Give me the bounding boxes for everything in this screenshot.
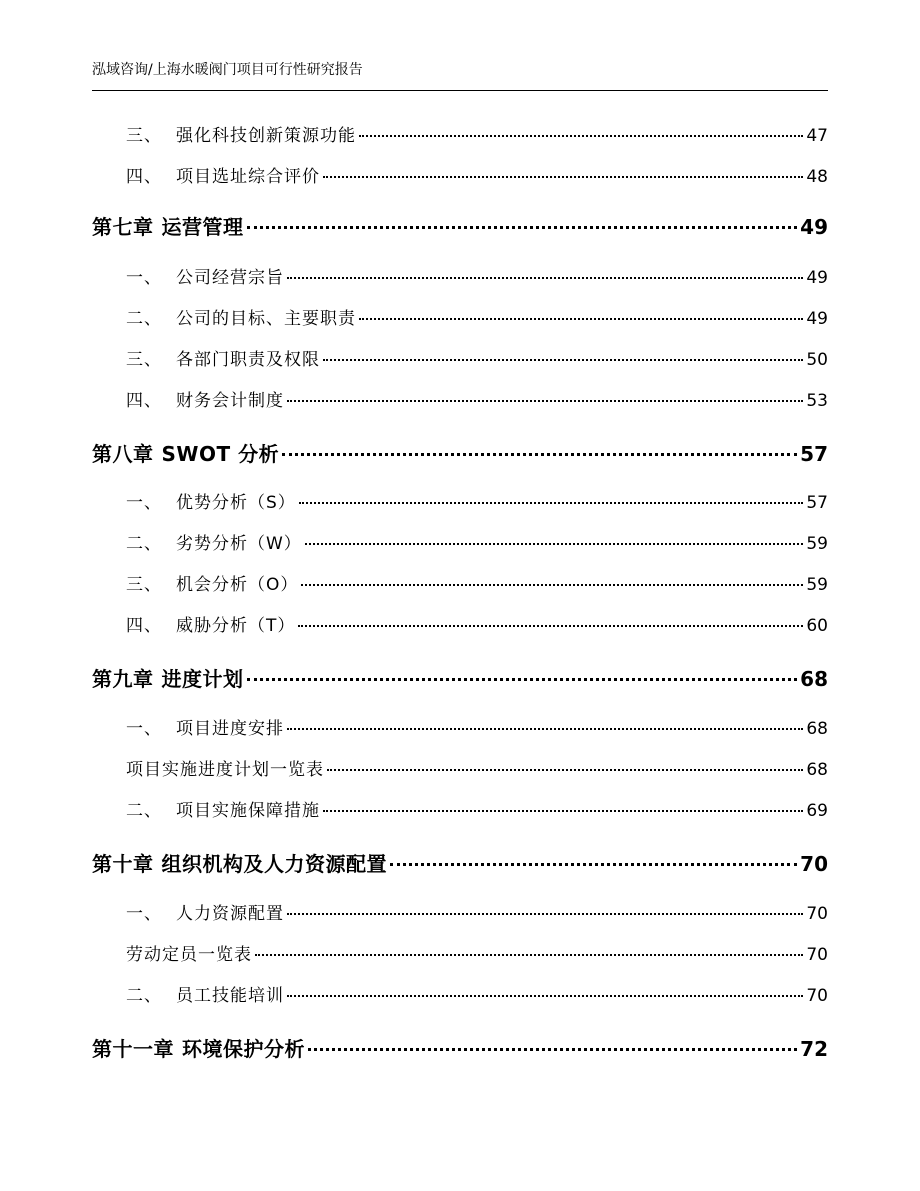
toc-page-number: 70	[806, 945, 828, 965]
toc-entry-text: 公司的目标、主要职责	[176, 309, 356, 329]
toc-entry-text: 组织机构及人力资源配置	[161, 852, 387, 876]
toc-entry-text: 项目实施保障措施	[176, 801, 320, 821]
toc-section-entry[interactable]	[126, 799, 828, 823]
toc-entry-text: 威胁分析（T）	[176, 616, 296, 636]
toc-leader-dots	[305, 543, 804, 545]
toc-leader-dots	[287, 913, 803, 915]
toc-page-number: 70	[806, 986, 828, 1006]
toc-leader-dots	[390, 863, 797, 866]
toc-section-entry[interactable]	[126, 491, 828, 515]
toc-leader-dots	[323, 176, 803, 178]
toc-entry-number: 第九章	[92, 667, 154, 691]
toc-entry-title	[92, 665, 244, 693]
toc-page-number: 59	[806, 575, 828, 595]
toc-page-number: 70	[800, 852, 828, 876]
toc-section-entry[interactable]	[126, 614, 828, 638]
toc-leader-dots	[287, 995, 803, 997]
toc-chapter-entry[interactable]	[92, 213, 828, 241]
toc-leader-dots	[323, 359, 803, 361]
toc-section-entry[interactable]	[126, 532, 828, 556]
toc-entry-title	[126, 307, 356, 331]
toc-entry-number: 第十一章	[92, 1037, 174, 1061]
toc-entry-number: 第八章	[92, 442, 154, 466]
toc-page-number: 72	[800, 1037, 828, 1061]
toc-leader-dots	[359, 318, 803, 320]
toc-entry-number: 二、	[126, 801, 162, 821]
toc-leader-dots	[327, 769, 803, 771]
toc-entry-title	[126, 758, 324, 782]
toc-page-number: 53	[806, 391, 828, 411]
toc-entry-number: 四、	[126, 391, 162, 411]
toc-entry-number: 三、	[126, 126, 162, 146]
toc-entry-title	[126, 124, 356, 148]
toc-page-number: 59	[806, 534, 828, 554]
toc-entry-title	[126, 266, 284, 290]
toc-entry-title	[126, 984, 284, 1008]
toc-page-number: 49	[806, 268, 828, 288]
toc-section-entry[interactable]	[126, 758, 828, 782]
toc-entry-number: 一、	[126, 719, 162, 739]
toc-entry-number: 二、	[126, 534, 162, 554]
toc-leader-dots	[323, 810, 803, 812]
toc-page-number: 69	[806, 801, 828, 821]
toc-section-entry[interactable]	[126, 307, 828, 331]
toc-leader-dots	[359, 135, 803, 137]
toc-entry-text: 机会分析（O）	[176, 575, 299, 595]
toc-section-entry[interactable]	[126, 389, 828, 413]
toc-section-entry[interactable]	[126, 165, 828, 189]
toc-entry-title	[126, 799, 320, 823]
toc-entry-number: 三、	[126, 350, 162, 370]
toc-entry-number: 一、	[126, 493, 162, 513]
toc-entry-title	[92, 440, 279, 468]
toc-entry-number: 二、	[126, 309, 162, 329]
toc-entry-text: 员工技能培训	[176, 986, 284, 1006]
toc-entry-title	[126, 902, 284, 926]
toc-entry-text: 环境保护分析	[182, 1037, 305, 1061]
toc-entry-text: 公司经营宗旨	[176, 268, 284, 288]
toc-entry-title	[126, 165, 320, 189]
toc-entry-number: 第七章	[92, 215, 154, 239]
toc-section-entry[interactable]	[126, 266, 828, 290]
toc-leader-dots	[287, 728, 803, 730]
toc-entry-title	[126, 717, 284, 741]
toc-entry-text: 项目进度安排	[176, 719, 284, 739]
toc-entry-text: 人力资源配置	[176, 904, 284, 924]
toc-leader-dots	[247, 678, 798, 681]
toc-entry-title	[126, 573, 298, 597]
toc-entry-title	[92, 213, 244, 241]
toc-entry-title	[126, 943, 252, 967]
toc-page-number: 48	[806, 167, 828, 187]
toc-section-entry[interactable]	[126, 717, 828, 741]
toc-entry-number: 四、	[126, 167, 162, 187]
toc-leader-dots	[308, 1048, 797, 1051]
toc-entry-text: 劳动定员一览表	[126, 945, 252, 965]
toc-page-number: 47	[806, 126, 828, 146]
toc-leader-dots	[301, 584, 803, 586]
toc-entry-text: SWOT 分析	[161, 442, 280, 466]
toc-entry-title	[126, 389, 284, 413]
toc-entry-number: 四、	[126, 616, 162, 636]
toc-entry-text: 财务会计制度	[176, 391, 284, 411]
toc-entry-number: 一、	[126, 904, 162, 924]
toc-section-entry[interactable]	[126, 902, 828, 926]
toc-leader-dots	[287, 400, 803, 402]
toc-section-entry[interactable]	[126, 984, 828, 1008]
toc-entry-text: 运营管理	[161, 215, 244, 239]
toc-entry-number: 三、	[126, 575, 162, 595]
toc-leader-dots	[287, 277, 803, 279]
toc-page-number: 68	[800, 667, 828, 691]
toc-page-number: 57	[800, 442, 828, 466]
toc-page-number: 57	[806, 493, 828, 513]
toc-leader-dots	[282, 453, 797, 456]
toc-entry-text: 优势分析（S）	[176, 493, 296, 513]
toc-entry-text: 进度计划	[161, 667, 244, 691]
toc-entry-text: 项目实施进度计划一览表	[126, 760, 324, 780]
toc-section-entry[interactable]	[126, 943, 828, 967]
toc-leader-dots	[298, 625, 803, 627]
toc-chapter-entry[interactable]	[92, 440, 828, 468]
toc-page-number: 50	[806, 350, 828, 370]
toc-leader-dots	[255, 954, 803, 956]
toc-entry-number: 二、	[126, 986, 162, 1006]
toc-entry-text: 强化科技创新策源功能	[176, 126, 356, 146]
toc-entry-number: 第十章	[92, 852, 154, 876]
toc-page-number: 68	[806, 719, 828, 739]
toc-page-number: 68	[806, 760, 828, 780]
toc-entry-title	[126, 532, 302, 556]
toc-entry-title	[92, 1035, 305, 1063]
toc-leader-dots	[247, 226, 798, 229]
toc-section-entry[interactable]	[126, 573, 828, 597]
toc-entry-title	[92, 850, 387, 878]
toc-entry-text: 项目选址综合评价	[176, 167, 320, 187]
toc-entry-title	[126, 348, 320, 372]
toc-entry-title	[126, 614, 295, 638]
toc-leader-dots	[299, 502, 804, 504]
toc-page-number: 49	[800, 215, 828, 239]
toc-entry-text: 各部门职责及权限	[176, 350, 320, 370]
toc-page-number: 70	[806, 904, 828, 924]
header-divider	[92, 90, 828, 91]
toc-entry-text: 劣势分析（W）	[176, 534, 302, 554]
toc-chapter-entry[interactable]	[92, 1035, 828, 1063]
toc-chapter-entry[interactable]	[92, 850, 828, 878]
toc-section-entry[interactable]	[126, 124, 828, 148]
running-header: 泓域咨询/上海水暖阀门项目可行性研究报告	[92, 62, 363, 78]
toc-chapter-entry[interactable]	[92, 665, 828, 693]
toc-entry-title	[126, 491, 296, 515]
toc-page-number: 60	[806, 616, 828, 636]
toc-page-number: 49	[806, 309, 828, 329]
toc-entry-number: 一、	[126, 268, 162, 288]
toc-section-entry[interactable]	[126, 348, 828, 372]
